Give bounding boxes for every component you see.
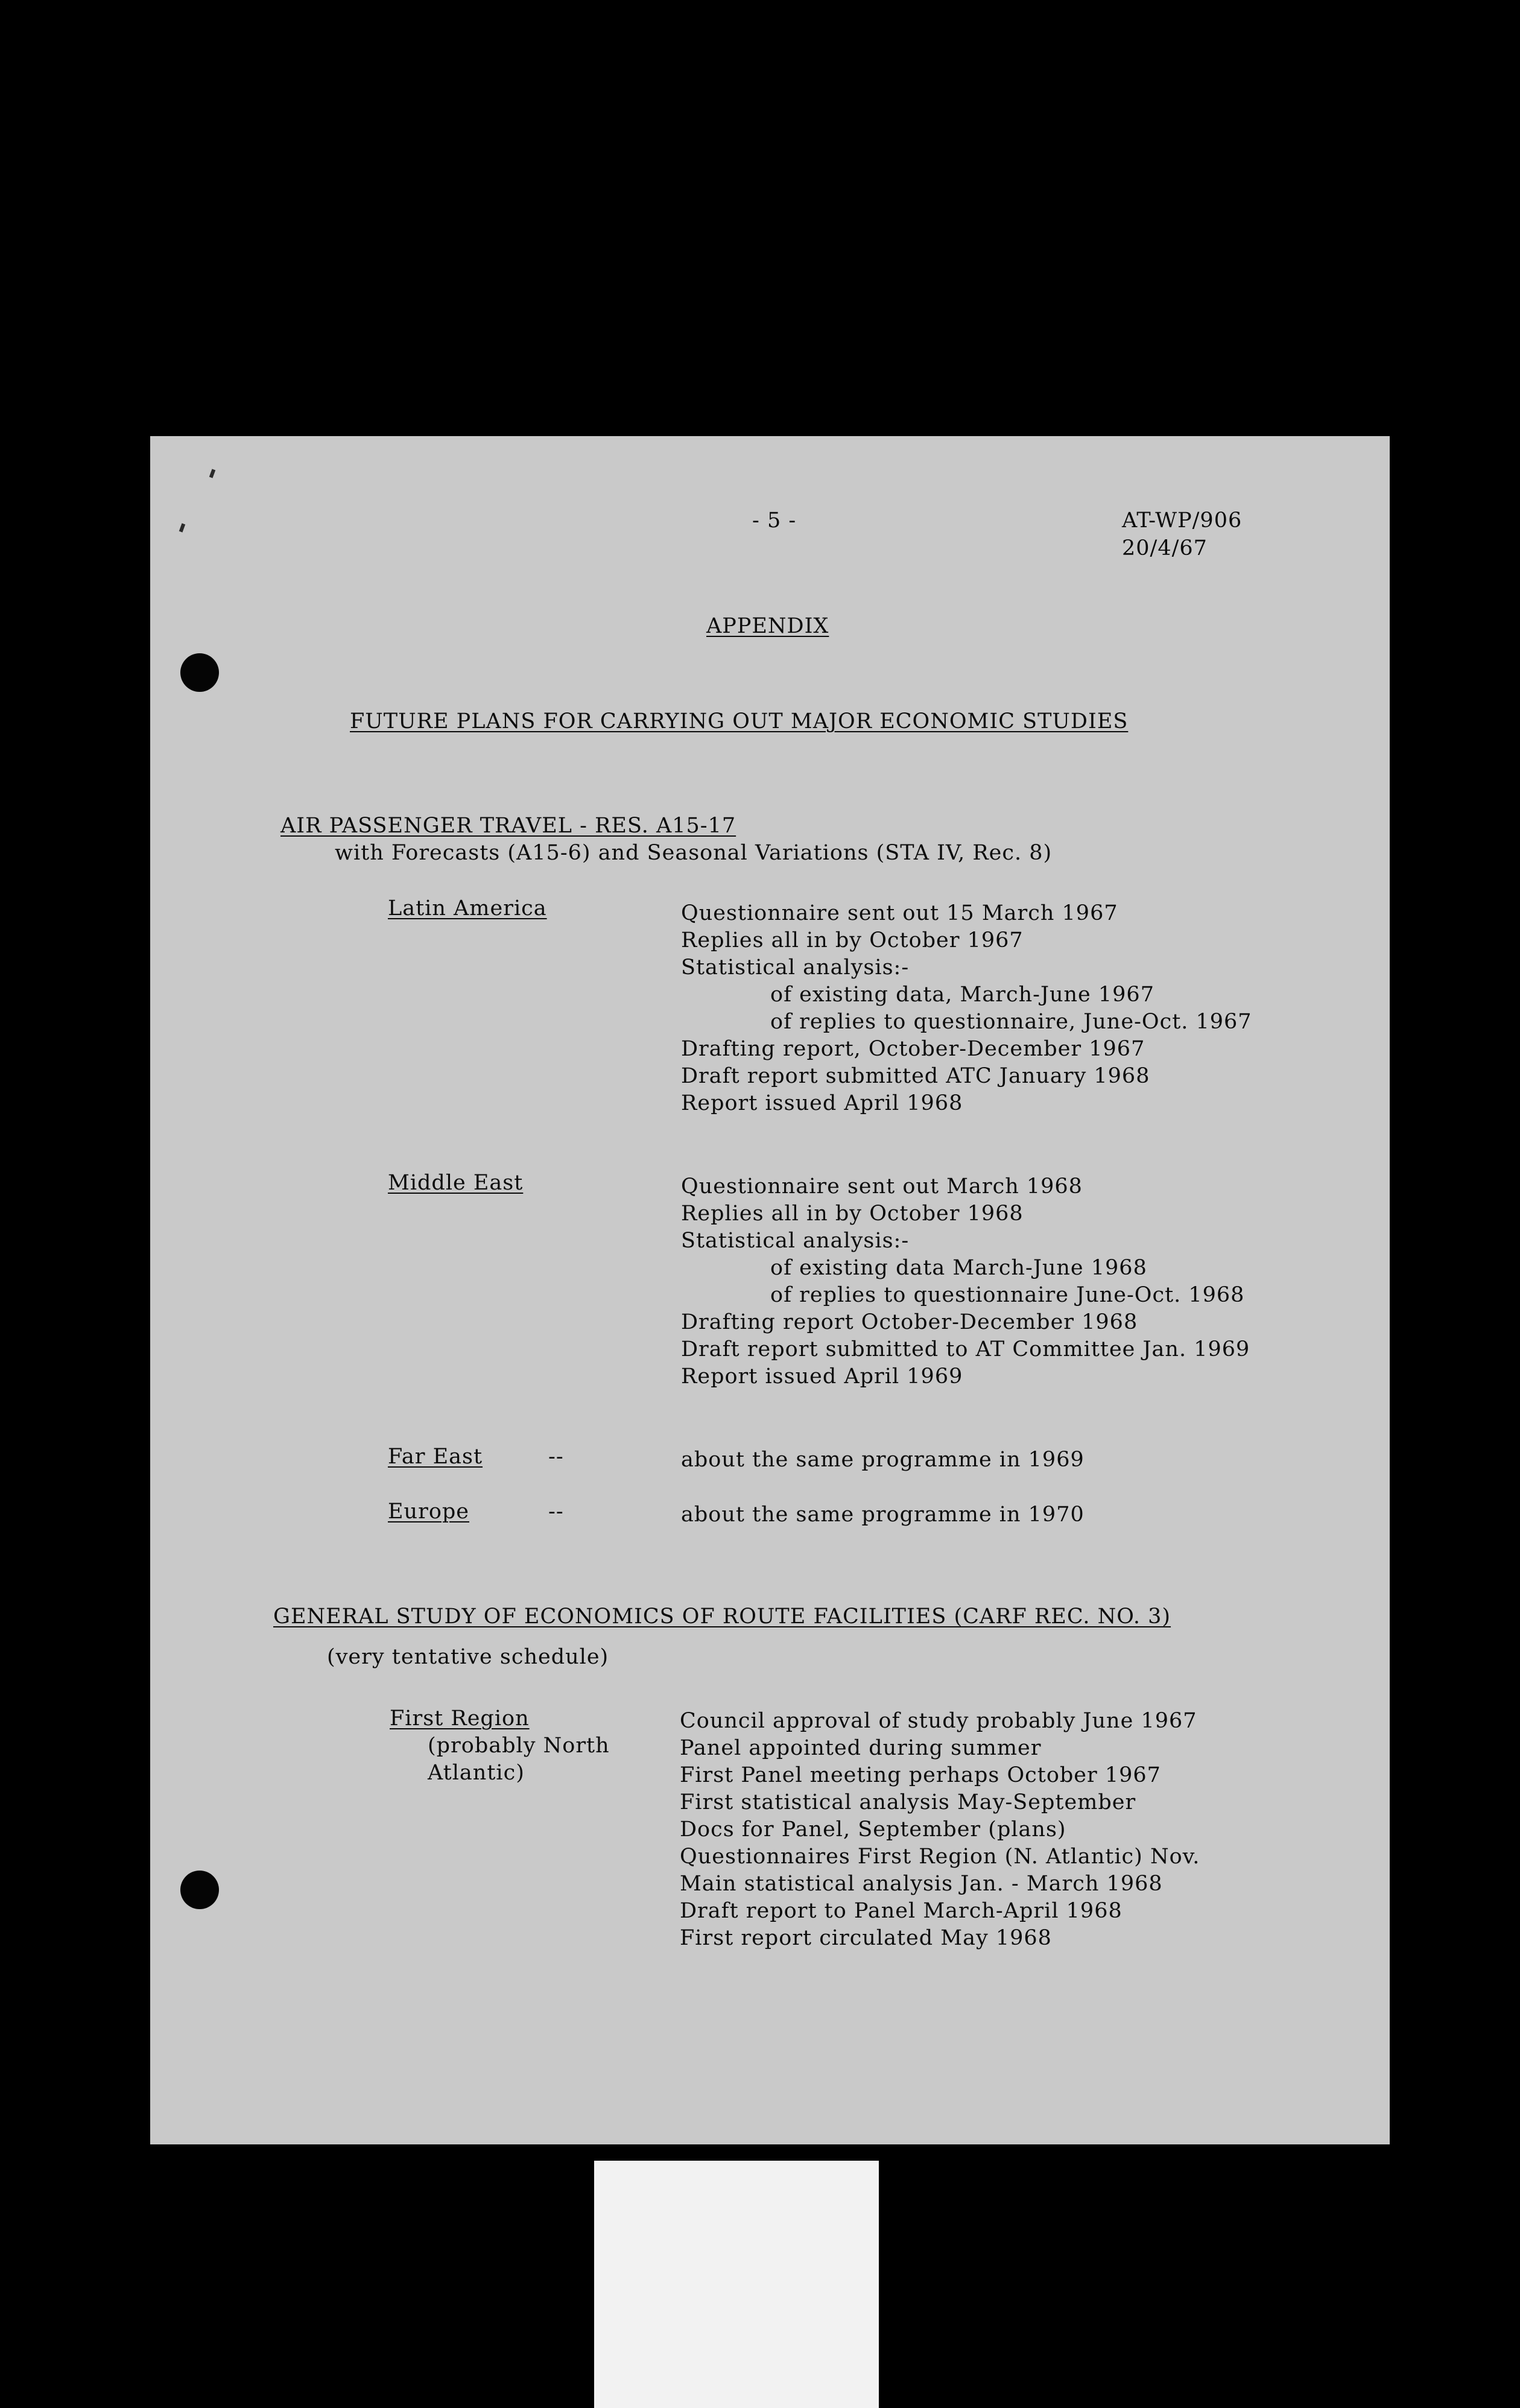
region-first-region: First Region — [390, 1706, 530, 1731]
region-europe: Europe — [388, 1500, 470, 1524]
schedule-line: of existing data March-June 1968 — [770, 1256, 1147, 1280]
document-page — [150, 436, 1390, 2144]
schedule-line: Drafting report October-December 1968 — [681, 1310, 1138, 1334]
schedule-line: Report issued April 1968 — [681, 1091, 963, 1115]
dash: -- — [548, 1445, 564, 1469]
dash: -- — [548, 1500, 564, 1524]
schedule-line: of replies to questionnaire, June-Oct. 1967 — [770, 1010, 1252, 1034]
schedule-line: Panel appointed during summer — [680, 1736, 1042, 1760]
schedule-line: Council approval of study probably June 1967 — [680, 1709, 1197, 1733]
blank-card — [594, 2161, 879, 2408]
schedule-line: Statistical analysis:- — [681, 955, 910, 980]
region-far-east: Far East — [388, 1445, 483, 1469]
schedule-line: Drafting report, October-December 1967 — [681, 1037, 1145, 1061]
punch-hole — [180, 653, 219, 692]
region-latin-america: Latin America — [388, 896, 547, 920]
schedule-line: Replies all in by October 1968 — [681, 1202, 1024, 1226]
speck — [179, 523, 185, 532]
schedule-line: First report circulated May 1968 — [680, 1926, 1052, 1950]
schedule-line: Draft report submitted ATC January 1968 — [681, 1064, 1150, 1088]
page-number: - 5 - — [752, 509, 797, 533]
document-reference: AT-WP/906 — [1122, 509, 1243, 533]
appendix-title: APPENDIX — [706, 614, 829, 638]
schedule-line: Replies all in by October 1967 — [681, 928, 1024, 952]
section-heading-route-facilities: GENERAL STUDY OF ECONOMICS OF ROUTE FACILITIES (CARF REC. NO. 3) — [273, 1605, 1171, 1629]
speck — [209, 469, 215, 478]
schedule-line: Main statistical analysis Jan. - March 1968 — [680, 1872, 1163, 1896]
schedule-line: about the same programme in 1969 — [681, 1448, 1085, 1472]
schedule-line: Draft report to Panel March-April 1968 — [680, 1899, 1123, 1923]
punch-hole — [180, 1871, 219, 1909]
schedule-line: Questionnaires First Region (N. Atlantic) Nov. — [680, 1845, 1200, 1869]
schedule-line: Report issued April 1969 — [681, 1364, 963, 1389]
schedule-line: First statistical analysis May-September — [680, 1790, 1136, 1814]
section-heading-air-passenger: AIR PASSENGER TRAVEL - RES. A15-17 — [280, 814, 736, 838]
section-subheading-route-facilities: (very tentative schedule) — [327, 1645, 609, 1669]
schedule-line: about the same programme in 1970 — [681, 1503, 1085, 1527]
schedule-line: Docs for Panel, September (plans) — [680, 1817, 1066, 1842]
section-subheading-air-passenger: with Forecasts (A15-6) and Seasonal Variations (STA IV, Rec. 8) — [335, 841, 1053, 865]
schedule-line: Draft report submitted to AT Committee Jan. 1969 — [681, 1337, 1250, 1361]
region-middle-east: Middle East — [388, 1171, 524, 1195]
region-note: Atlantic) — [428, 1761, 525, 1785]
schedule-line: Questionnaire sent out 15 March 1967 — [681, 901, 1118, 925]
schedule-line: Statistical analysis:- — [681, 1229, 910, 1253]
schedule-line: First Panel meeting perhaps October 1967 — [680, 1763, 1161, 1787]
schedule-line: of existing data, March-June 1967 — [770, 983, 1154, 1007]
region-note: (probably North — [428, 1734, 610, 1758]
schedule-line: of replies to questionnaire June-Oct. 1968 — [770, 1283, 1245, 1307]
schedule-line: Questionnaire sent out March 1968 — [681, 1174, 1083, 1199]
document-date: 20/4/67 — [1122, 536, 1208, 560]
document-subtitle: FUTURE PLANS FOR CARRYING OUT MAJOR ECONOMIC STUDIES — [350, 709, 1129, 733]
